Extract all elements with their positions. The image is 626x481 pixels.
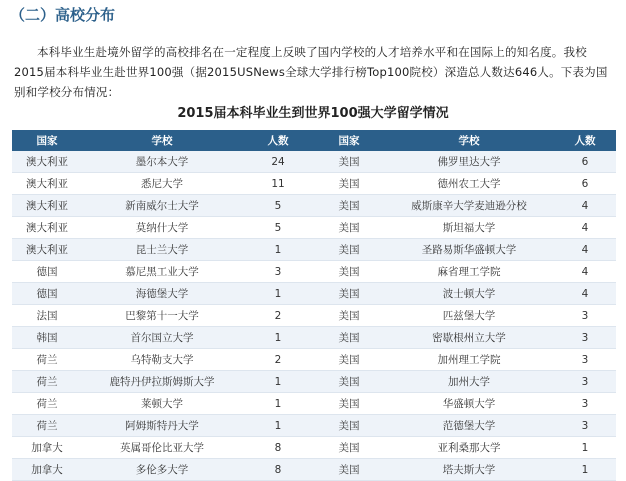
- cell-country-right: 美国: [314, 195, 384, 217]
- cell-count-left: 1: [242, 393, 314, 415]
- cell-country-right: 美国: [314, 305, 384, 327]
- cell-country-right: 美国: [314, 327, 384, 349]
- cell-count-left: 8: [242, 459, 314, 481]
- cell-country-left: 荷兰: [12, 371, 82, 393]
- cell-count-left: 1: [242, 283, 314, 305]
- cell-school-right: 密歇根州立大学: [384, 327, 554, 349]
- header-country-left: 国家: [12, 130, 82, 151]
- cell-school-right: 斯坦福大学: [384, 217, 554, 239]
- cell-count-left: 1: [242, 327, 314, 349]
- table-row: [12, 437, 616, 459]
- cell-school-right: 佛罗里达大学: [384, 151, 554, 173]
- cell-country-left: 德国: [12, 261, 82, 283]
- table-row: [12, 217, 616, 239]
- header-count-left: 人数: [242, 130, 314, 151]
- table-row: [12, 305, 616, 327]
- cell-count-right: 3: [554, 415, 616, 437]
- table-row: [12, 393, 616, 415]
- cell-school-right: 加州理工学院: [384, 349, 554, 371]
- cell-count-left: 24: [242, 151, 314, 173]
- cell-school-left: 昆士兰大学: [82, 239, 242, 261]
- cell-count-right: 1: [554, 437, 616, 459]
- cell-school-left: 巴黎第十一大学: [82, 305, 242, 327]
- cell-count-right: 1: [554, 459, 616, 481]
- header-school-left: 学校: [82, 130, 242, 151]
- cell-count-right: 4: [554, 283, 616, 305]
- cell-school-right: 麻省理工学院: [384, 261, 554, 283]
- table-row: [12, 239, 616, 261]
- cell-count-left: 1: [242, 415, 314, 437]
- cell-school-left: 新南威尔士大学: [82, 195, 242, 217]
- cell-school-right: 德州农工大学: [384, 173, 554, 195]
- cell-count-right: 3: [554, 349, 616, 371]
- cell-count-right: 4: [554, 217, 616, 239]
- table-title: 2015届本科毕业生到世界100强大学留学情况: [177, 106, 449, 121]
- cell-country-right: 美国: [314, 239, 384, 261]
- cell-school-right: 圣路易斯华盛顿大学: [384, 239, 554, 261]
- table-row: [12, 173, 616, 195]
- cell-count-left: 3: [242, 261, 314, 283]
- header-school-right: 学校: [384, 130, 554, 151]
- cell-school-left: 阿姆斯特丹大学: [82, 415, 242, 437]
- cell-count-left: 1: [242, 239, 314, 261]
- header-count-right: 人数: [554, 130, 616, 151]
- cell-country-right: 美国: [314, 349, 384, 371]
- cell-country-left: 韩国: [12, 327, 82, 349]
- table-row: [12, 371, 616, 393]
- cell-country-right: 美国: [314, 173, 384, 195]
- cell-school-left: 乌特勒支大学: [82, 349, 242, 371]
- cell-school-left: 悉尼大学: [82, 173, 242, 195]
- cell-school-left: 莫纳什大学: [82, 217, 242, 239]
- cell-count-right: 6: [554, 173, 616, 195]
- cell-count-left: 5: [242, 195, 314, 217]
- table-row: [12, 283, 616, 305]
- cell-country-right: 美国: [314, 261, 384, 283]
- universities-table: [12, 130, 616, 481]
- cell-school-left: 墨尔本大学: [82, 151, 242, 173]
- cell-country-right: 美国: [314, 459, 384, 481]
- cell-count-right: 3: [554, 327, 616, 349]
- cell-country-left: 荷兰: [12, 415, 82, 437]
- table-row: [12, 415, 616, 437]
- cell-school-right: 波士顿大学: [384, 283, 554, 305]
- cell-count-left: 2: [242, 349, 314, 371]
- table-row: [12, 327, 616, 349]
- table-header-row: [12, 130, 616, 151]
- cell-school-left: 慕尼黑工业大学: [82, 261, 242, 283]
- cell-country-left: 加拿大: [12, 459, 82, 481]
- cell-country-left: 德国: [12, 283, 82, 305]
- cell-school-left: 海德堡大学: [82, 283, 242, 305]
- table-body: [12, 151, 616, 481]
- cell-country-left: 荷兰: [12, 393, 82, 415]
- cell-count-right: 4: [554, 261, 616, 283]
- cell-country-right: 美国: [314, 217, 384, 239]
- cell-count-right: 4: [554, 195, 616, 217]
- table-row: [12, 349, 616, 371]
- cell-country-right: 美国: [314, 393, 384, 415]
- cell-school-left: 鹿特丹伊拉斯姆斯大学: [82, 371, 242, 393]
- cell-school-right: 范德堡大学: [384, 415, 554, 437]
- cell-count-right: 3: [554, 393, 616, 415]
- cell-school-right: 威斯康辛大学麦迪逊分校: [384, 195, 554, 217]
- cell-count-right: 4: [554, 239, 616, 261]
- cell-count-left: 5: [242, 217, 314, 239]
- cell-country-right: 美国: [314, 415, 384, 437]
- cell-count-left: 2: [242, 305, 314, 327]
- cell-country-left: 澳大利亚: [12, 239, 82, 261]
- cell-country-left: 澳大利亚: [12, 173, 82, 195]
- table-row: [12, 151, 616, 173]
- cell-school-right: 塔夫斯大学: [384, 459, 554, 481]
- cell-school-left: 首尔国立大学: [82, 327, 242, 349]
- cell-count-left: 11: [242, 173, 314, 195]
- table-row: [12, 261, 616, 283]
- cell-school-right: 华盛顿大学: [384, 393, 554, 415]
- intro-paragraph: 本科毕业生赴境外留学的高校排名在一定程度上反映了国内学校的人才培养水平和在国际上的知名度。我校2015届本科毕业生赴世界100强（据2015USNews全球大学排行榜Top100院校）深造总人数达646人。下表为国别和学校分布情况：: [14, 45, 608, 99]
- cell-count-right: 3: [554, 305, 616, 327]
- cell-country-left: 加拿大: [12, 437, 82, 459]
- cell-country-right: 美国: [314, 283, 384, 305]
- cell-school-right: 亚利桑那大学: [384, 437, 554, 459]
- cell-count-right: 6: [554, 151, 616, 173]
- cell-count-left: 1: [242, 371, 314, 393]
- cell-school-left: 莱顿大学: [82, 393, 242, 415]
- cell-country-left: 澳大利亚: [12, 195, 82, 217]
- header-country-right: 国家: [314, 130, 384, 151]
- table-row: [12, 459, 616, 481]
- cell-country-right: 美国: [314, 371, 384, 393]
- table-row: [12, 195, 616, 217]
- cell-school-right: 加州大学: [384, 371, 554, 393]
- cell-country-right: 美国: [314, 437, 384, 459]
- cell-school-left: 多伦多大学: [82, 459, 242, 481]
- cell-school-right: 匹兹堡大学: [384, 305, 554, 327]
- section-title: （二）高校分布: [10, 6, 116, 24]
- cell-count-left: 8: [242, 437, 314, 459]
- cell-country-left: 荷兰: [12, 349, 82, 371]
- cell-school-left: 英属哥伦比亚大学: [82, 437, 242, 459]
- cell-country-left: 澳大利亚: [12, 151, 82, 173]
- cell-country-left: 法国: [12, 305, 82, 327]
- cell-country-left: 澳大利亚: [12, 217, 82, 239]
- cell-country-right: 美国: [314, 151, 384, 173]
- cell-count-right: 3: [554, 371, 616, 393]
